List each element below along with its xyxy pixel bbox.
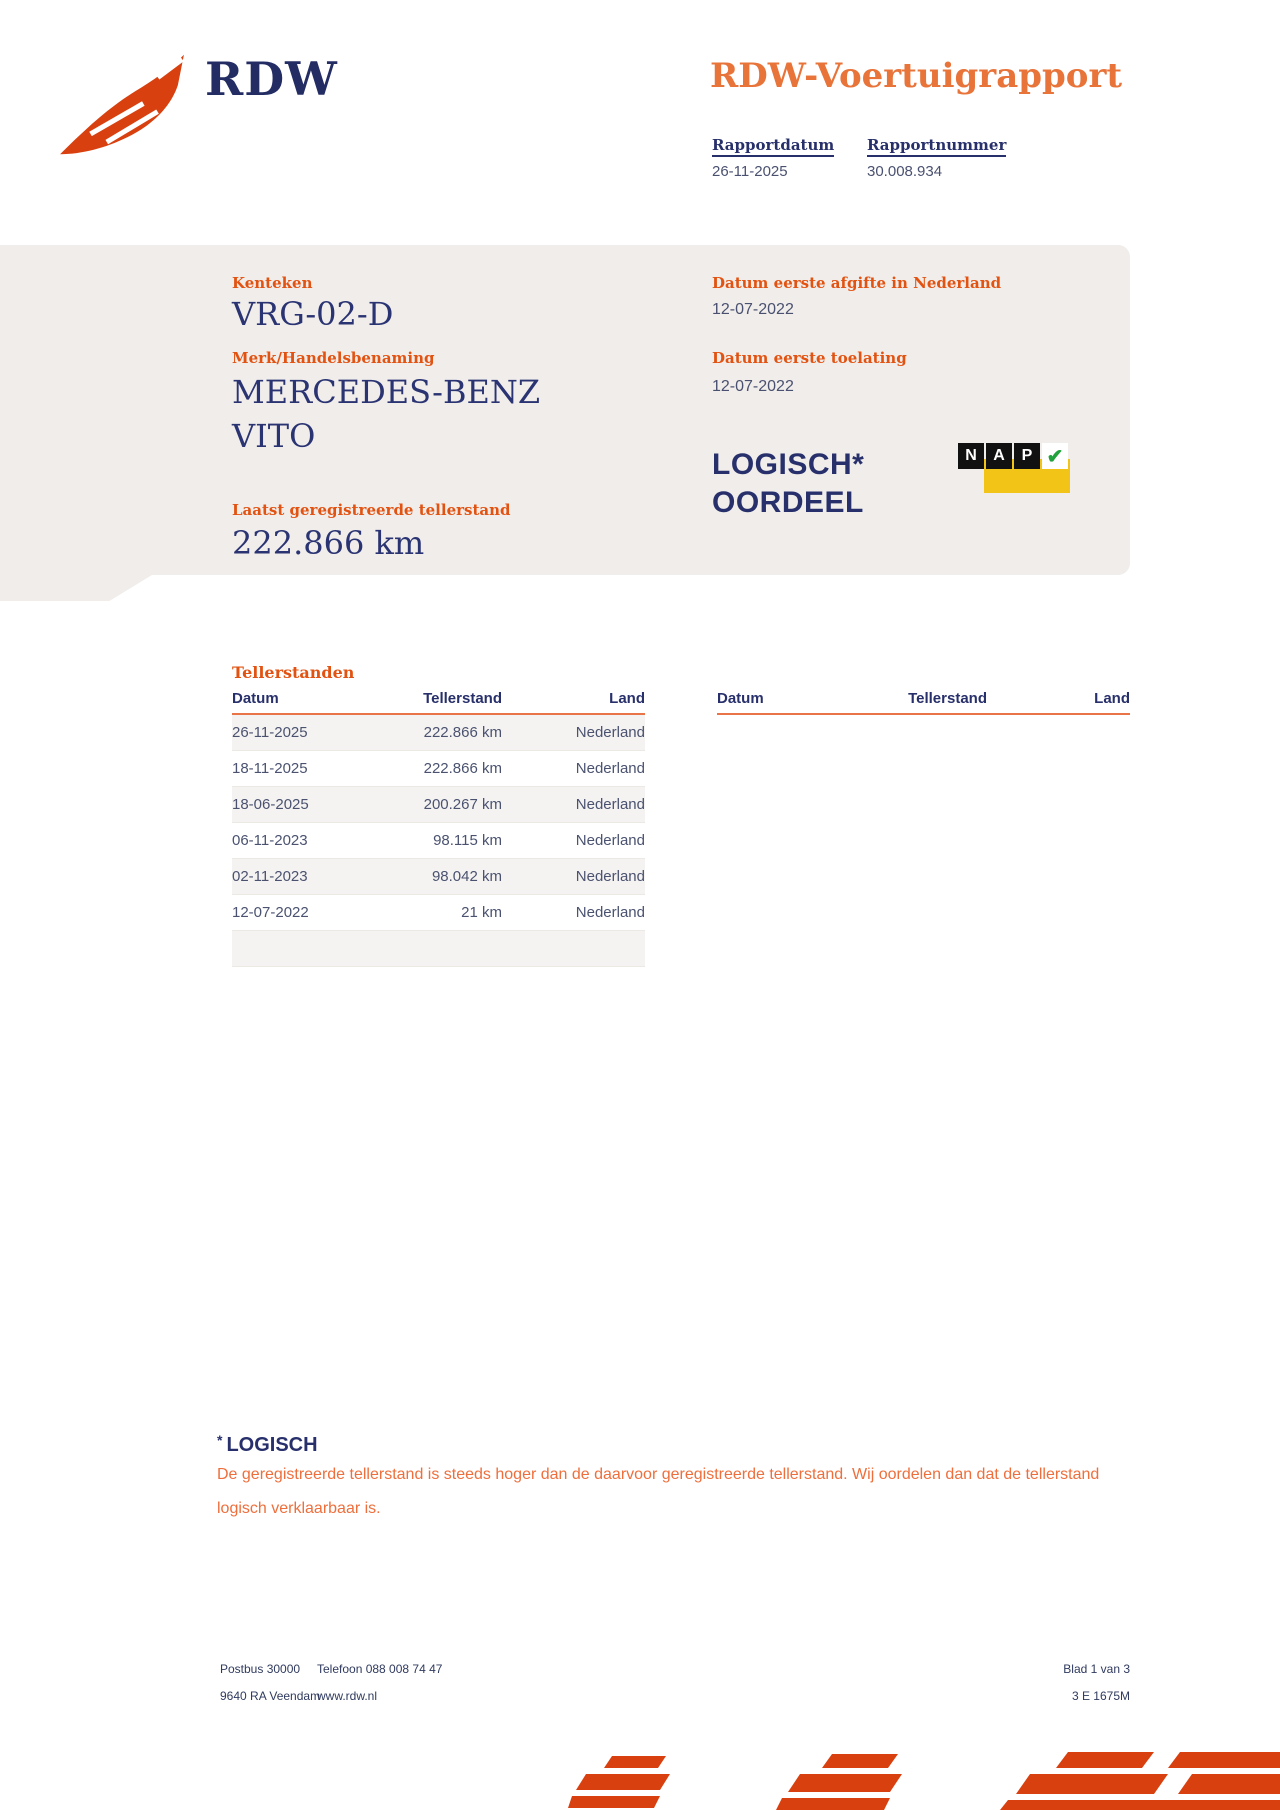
vehicle-summary-panel: [0, 245, 1130, 575]
cell-tellerstand: 98.042 km: [431, 868, 502, 885]
table-row: [232, 715, 645, 751]
afgifte-label: Datum eerste afgifte in Nederland: [712, 274, 1002, 292]
cell-datum: 12-07-2022: [232, 904, 309, 921]
table-trailing-stripe: [232, 931, 645, 967]
cell-datum: 18-06-2025: [232, 796, 309, 813]
kenteken-label: Kenteken: [232, 274, 313, 292]
nap-logo: [958, 443, 1070, 493]
merk-label: Merk/Handelsbenaming: [232, 349, 435, 367]
report-number-block: [867, 136, 1006, 180]
brand-wordmark: RDW: [205, 52, 338, 106]
table-row: [232, 751, 645, 787]
verdict-text: [712, 446, 864, 522]
cell-land: Nederland: [575, 904, 645, 921]
report-number-label: Rapportnummer: [867, 136, 1006, 157]
table-row: [232, 787, 645, 823]
cell-tellerstand: 98.115 km: [433, 832, 502, 849]
footnote-heading: [217, 1432, 318, 1457]
cell-datum: 02-11-2023: [232, 868, 308, 885]
footer-contact-block: [317, 1656, 442, 1710]
panel-tail-shape: [0, 575, 152, 601]
table-row: [232, 895, 645, 931]
table-row: [232, 859, 645, 895]
column-header-tellerstand: Tellerstand: [908, 690, 987, 707]
table-header-row: [232, 690, 645, 715]
cell-tellerstand: 21 km: [461, 904, 502, 921]
verdict-line1: LOGISCH*: [712, 448, 865, 481]
cell-datum: 26-11-2025: [232, 724, 308, 741]
footer-form-code: 3 E 1675M: [1071, 1689, 1130, 1703]
table-row: [232, 823, 645, 859]
nap-letter-a: A: [986, 443, 1012, 469]
nap-checkmark-icon: ✔: [1042, 443, 1068, 469]
footer-page-indicator: Blad 1 van 3: [1063, 1662, 1130, 1676]
merk-value-line1: MERCEDES-BENZ: [232, 373, 541, 411]
mileage-table-right: [717, 690, 1130, 715]
column-header-datum: Datum: [232, 690, 279, 707]
footer-page-block: [1063, 1656, 1130, 1710]
merk-value-line2: VITO: [232, 417, 316, 455]
report-date-value: 26-11-2025: [712, 163, 788, 180]
table-body: [232, 715, 645, 967]
footer-speed-graphic: [568, 1750, 1280, 1810]
report-date-block: [712, 136, 834, 180]
cell-datum: 18-11-2025: [232, 760, 308, 777]
footer-address-line2: 9640 RA Veendam: [220, 1689, 321, 1703]
cell-land: Nederland: [575, 724, 645, 741]
toelating-label: Datum eerste toelating: [712, 349, 907, 367]
report-date-label: Rapportdatum: [712, 136, 834, 157]
footer-phone: Telefoon 088 008 74 47: [317, 1662, 443, 1676]
column-header-land: Land: [1094, 690, 1130, 707]
rdw-feather-logo-icon: [56, 50, 188, 158]
page-title: RDW-Voertuigrapport: [710, 56, 1123, 96]
cell-land: Nederland: [575, 760, 645, 777]
footnote-asterisk: *: [217, 1432, 223, 1448]
footnote-heading-text: LOGISCH: [226, 1434, 318, 1456]
cell-land: Nederland: [575, 796, 645, 813]
toelating-value: 12-07-2022: [712, 378, 794, 395]
verdict-line2: OORDEEL: [712, 486, 864, 519]
tellerstand-value: 222.866 km: [232, 524, 425, 562]
cell-datum: 06-11-2023: [232, 832, 308, 849]
footer-website: www.rdw.nl: [317, 1689, 378, 1703]
cell-land: Nederland: [575, 868, 645, 885]
mileage-table-left: [232, 690, 645, 967]
footer-address-line1: Postbus 30000: [220, 1662, 301, 1676]
afgifte-value: 12-07-2022: [712, 301, 794, 318]
nap-letter-n: N: [958, 443, 984, 469]
cell-tellerstand: 200.267 km: [423, 796, 502, 813]
column-header-tellerstand: Tellerstand: [423, 690, 502, 707]
column-header-datum: Datum: [717, 690, 764, 707]
nap-letter-p: P: [1014, 443, 1040, 469]
cell-tellerstand: 222.866 km: [423, 724, 502, 741]
report-number-value: 30.008.934: [867, 163, 943, 180]
column-header-land: Land: [609, 690, 645, 707]
tellerstand-label: Laatst geregistreerde tellerstand: [232, 501, 511, 519]
footer-address-block: [220, 1656, 320, 1710]
kenteken-value: VRG-02-D: [232, 295, 394, 333]
footnote-paragraph: De geregistreerde tellerstand is steeds hoger dan de daarvoor geregistreerde tellerstand. Wij oordelen dan dat de tellerstand logisch verklaarbaar is.: [217, 1466, 1100, 1517]
cell-land: Nederland: [575, 832, 645, 849]
table-header-row: [717, 690, 1130, 715]
tellerstanden-heading: Tellerstanden: [232, 663, 355, 682]
cell-tellerstand: 222.866 km: [423, 760, 502, 777]
